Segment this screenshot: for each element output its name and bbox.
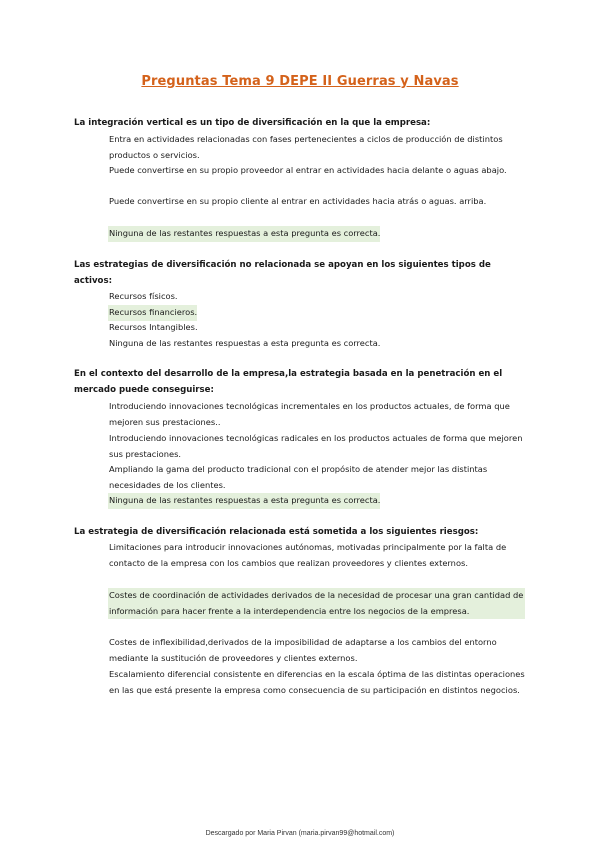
question-4-answer-3: Costes de inflexibilidad,derivados de la imposibilidad de adaptarse a los cambios del entorno mediante la sustitución de proveedores y clientes externos.: [109, 637, 497, 663]
question-3-answer-1: Introduciendo innovaciones tecnológicas incrementales en los productos actuales, de forma que mejoren sus prestaciones..: [109, 401, 510, 427]
question-4-answer-1: Limitaciones para introducir innovaciones autónomas, motivadas principalmente por la falta de contacto de la empresa con los cambios que realizan proveedores y clientes externos.: [109, 542, 507, 568]
page-title: Preguntas Tema 9 DEPE II Guerras y Navas: [141, 74, 459, 89]
question-1-answer-3: Puede convertirse en su propio cliente al entrar en actividades hacia atrás o aguas. arriba.: [109, 196, 487, 206]
question-1-answer-1: Entra en actividades relacionadas con fases pertenecientes a ciclos de producción de distintos productos o servicios.: [109, 134, 503, 160]
question-2-answer-4: Ninguna de las restantes respuestas a esta pregunta es correcta.: [109, 338, 381, 348]
question-4-answer-4: Escalamiento diferencial consistente en diferencias en la escala óptima de las distintas operaciones en las que está presente la empresa como consecuencia de su participación en distintos negocios.: [109, 669, 525, 695]
question-2-answer-1: Recursos físicos.: [109, 291, 178, 301]
download-footer: Descargado por Maria Pirvan (maria.pirvan99@hotmail.com): [205, 830, 395, 837]
question-3-answer-4-correct: Ninguna de las restantes respuestas a esta pregunta es correcta.: [108, 493, 380, 509]
question-4-answer-2-correct: Costes de coordinación de actividades derivados de la necesidad de procesar una gran cantidad de información para hacer frente a la interdependencia entre los negocios de la empresa.: [108, 588, 525, 619]
question-3: En el contexto del desarrollo de la empresa,la estrategia basada en la penetración en el mercado puede conseguirse:: [74, 369, 503, 395]
question-1: La integración vertical es un tipo de diversificación en la que la empresa:: [74, 118, 431, 128]
question-1-answer-2: Puede convertirse en su propio proveedor al entrar en actividades hacia delante o aguas abajo.: [109, 165, 507, 175]
question-1-answer-4-correct: Ninguna de las restantes respuestas a esta pregunta es correcta.: [108, 226, 380, 242]
question-3-answer-2: Introduciendo innovaciones tecnológicas radicales en los productos actuales de forma que mejoren sus prestaciones.: [109, 433, 523, 459]
question-2-answer-3: Recursos Intangibles.: [109, 322, 198, 332]
question-2: Las estrategias de diversificación no relacionada se apoyan en los siguientes tipos de activos:: [74, 260, 491, 286]
question-2-answer-2-correct: Recursos financieros.: [108, 305, 197, 321]
question-4: La estrategia de diversificación relacionada está sometida a los siguientes riesgos:: [74, 527, 479, 537]
question-3-answer-3: Ampliando la gama del producto tradicional con el propósito de atender mejor las distintas necesidades de los clientes.: [109, 464, 488, 490]
